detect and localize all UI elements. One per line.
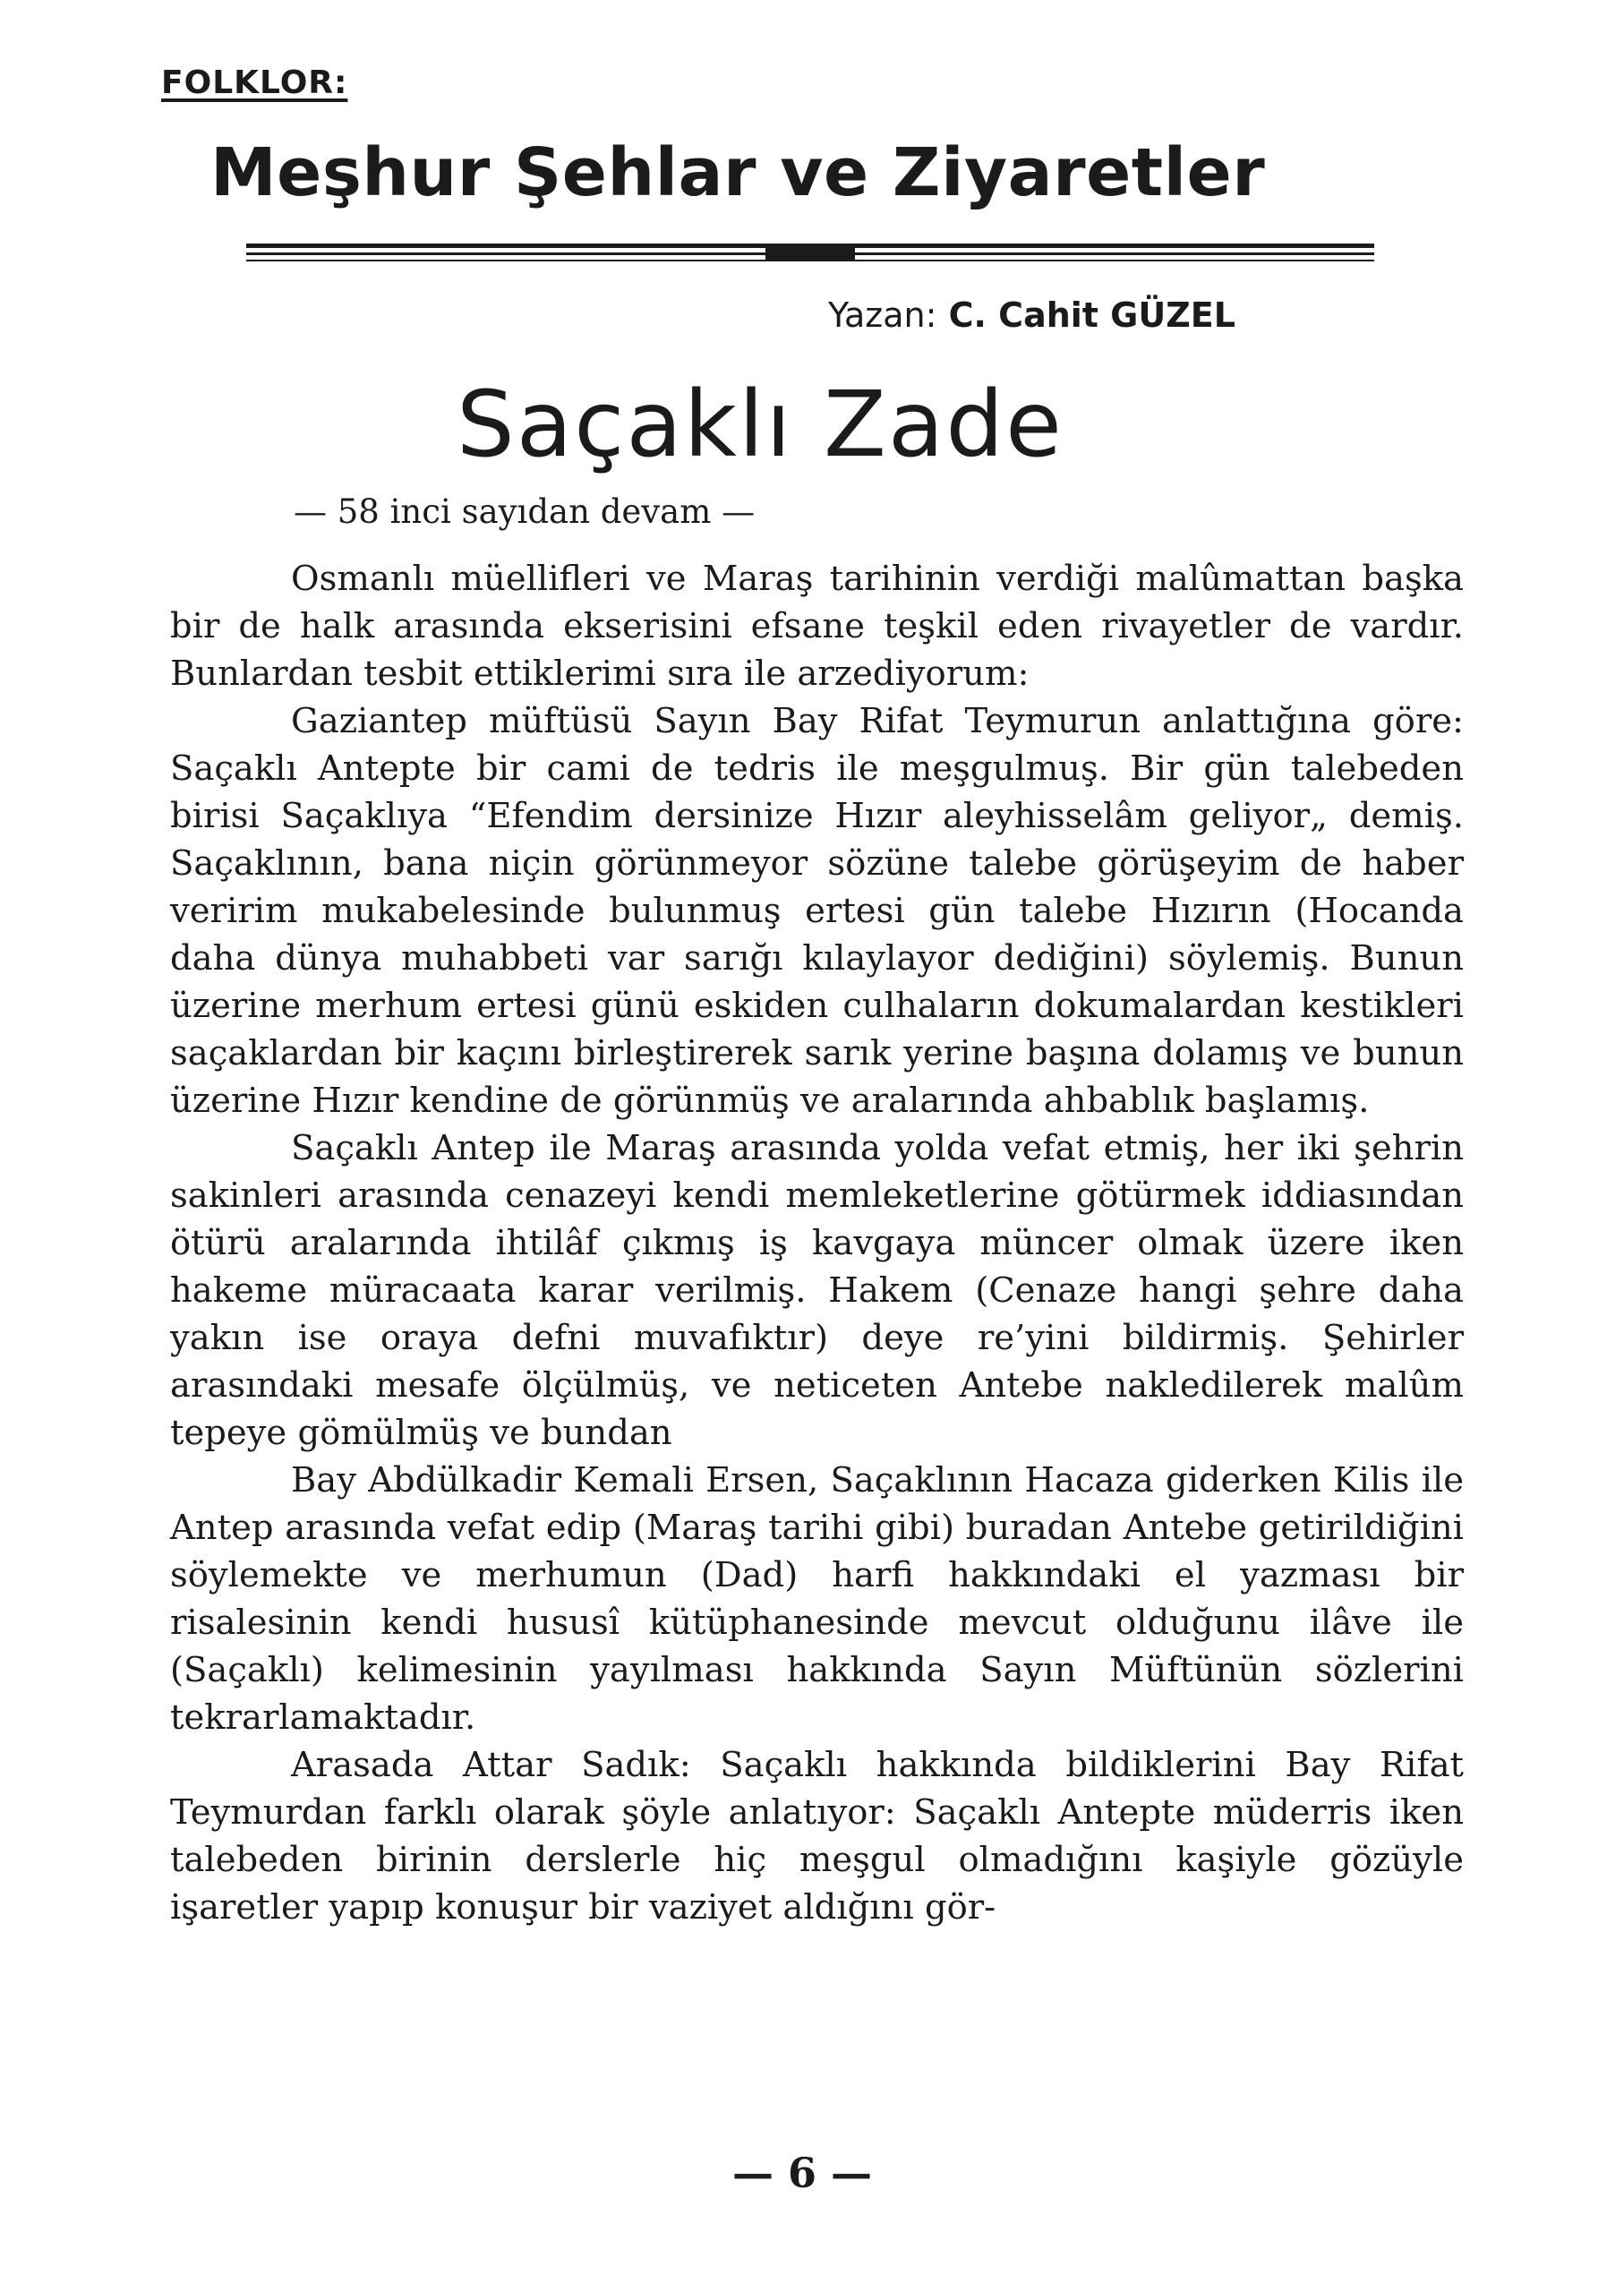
section-label: FOLKLOR:: [161, 64, 348, 101]
page-number: — 6 —: [732, 2149, 873, 2197]
continuation-note: — 58 inci sayıdan devam —: [294, 492, 756, 531]
paragraph: Bay Abdülkadir Kemali Ersen, Saçaklının Hacaza giderken Kilis ile Antep arasında vefat edip (Maraş tarihi gibi) buradan Antebe getirildiğini söylemekte ve merhumun (Dad) harfi hakkındaki el yazması bir risalesinin kendi hususî kütüphanesinde mevcut olduğunu ilâve ile (Saçaklı) kelimesinin yayılması hakkında Sayın Müftünün sözlerini tekrarlamaktadır.: [170, 1460, 1464, 1738]
article-subtitle: Saçaklı Zade: [457, 372, 1064, 478]
byline-label: Yazan:: [828, 295, 937, 335]
paragraph: Gaziantep müftüsü Sayın Bay Rifat Teymurun anlattığına göre: Saçaklı Antepte bir cami de tedris ile meşgulmuş. Bir gün talebeden birisi Saçaklıya “Efendim dersinize Hızır aleyhisselâm geliyor„ demiş. Saçaklının, bana niçin görünmeyor sözüne talebe görüşeyim de haber veririm mukabelesinde bulunmuş ertesi gün talebe Hızırın (Hocanda daha dünya muhabbeti var sarığı kılaylayor dediğini) söylemiş. Bunun üzerine merhum ertesi günü eskiden culhaların dokumalardan kestikleri saçaklardan bir kaçını birleştirerek sarık yerine başına dolamış ve bunun üzerine Hızır kendine de görünmüş ve aralarında ahbablık başlamış.: [170, 701, 1464, 1121]
title-divider: [246, 244, 1374, 270]
divider-center-block: [765, 244, 855, 261]
byline: [828, 295, 1235, 335]
paragraph: Osmanlı müellifleri ve Maraş tarihinin verdiği malûmattan başka bir de halk arasında ekserisini efsane teşkil eden rivayetler de vardır. Bunlardan tesbit ettiklerimi sıra ile arzediyorum:: [170, 559, 1464, 694]
article-series-title: Meşhur Şehlar ve Ziyaretler: [210, 134, 1266, 211]
paragraph: Arasada Attar Sadık: Saçaklı hakkında bildiklerini Bay Rifat Teymurdan farklı olarak şöyle anlatıyor: Saçaklı Antepte müderris iken talebeden birinin derslerle hiç meşgul olmadığını kaşiyle gözüyle işaretler yapıp konuşur bir vaziyet aldığını gör-: [170, 1745, 1464, 1928]
paragraph: Saçaklı Antep ile Maraş arasında yolda vefat etmiş, her iki şehrin sakinleri arasında cenazeyi kendi memleketlerine götürmek iddiasından ötürü aralarında ihtilâf çıkmış iş kavgaya müncer olmak üzere iken hakeme müracaata karar verilmiş. Hakem (Cenaze hangi şehre daha yakın ise oraya defni muvafıktır) deye re’yini bildirmiş. Şehirler arasındaki mesafe ölçülmüş, ve neticeten Antebe nakledilerek malûm tepeye gömülmüş ve bundan: [170, 1128, 1464, 1453]
byline-author: C. Cahit GÜZEL: [948, 295, 1235, 335]
article-body: [170, 555, 1464, 1931]
